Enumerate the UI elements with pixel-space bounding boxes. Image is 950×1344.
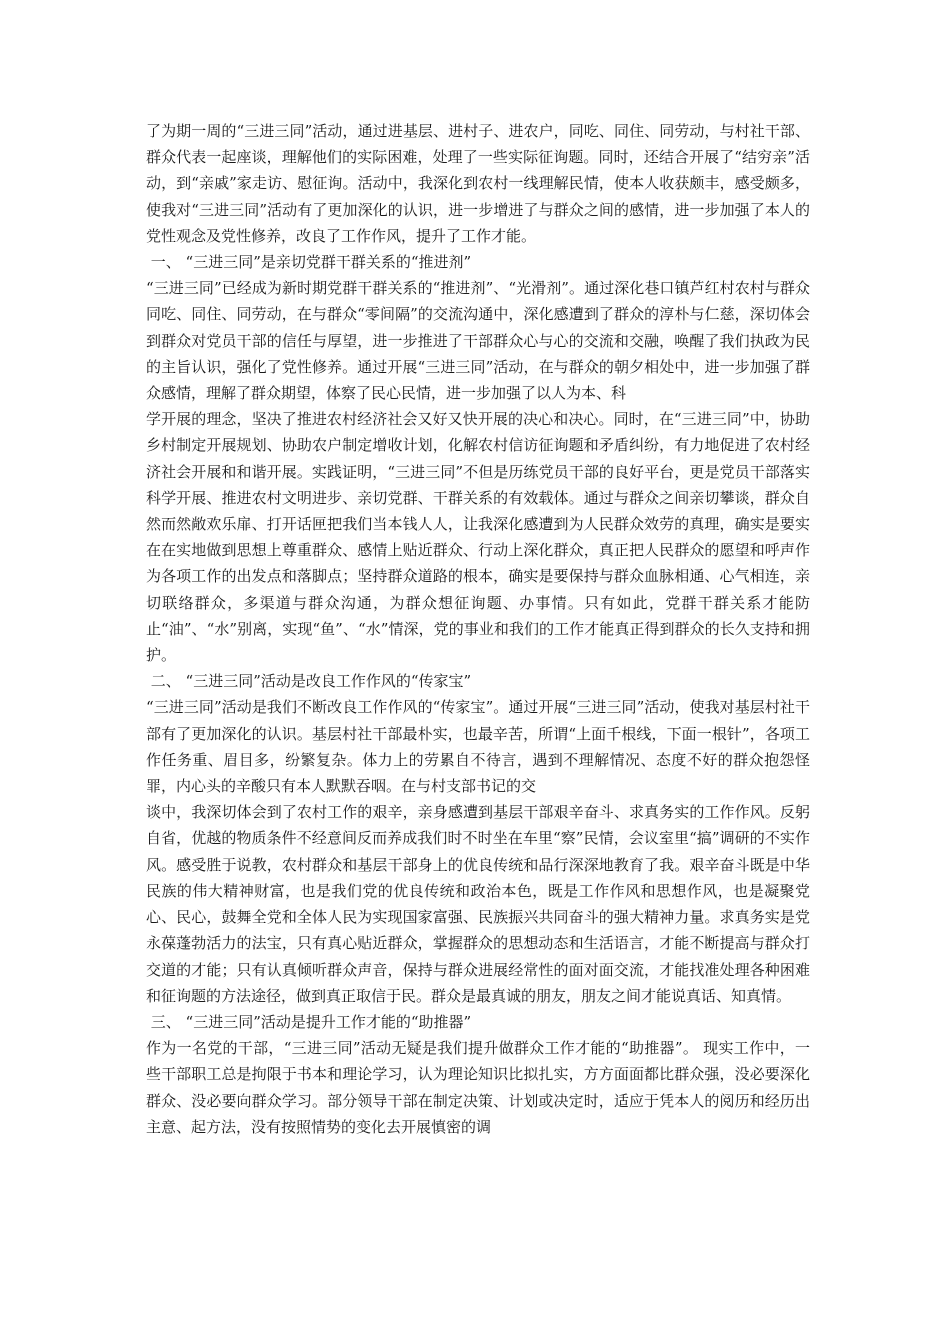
paragraph-section-1-b: 学开展的理念，坚决了推进农村经济社会又好又快开展的决心和决心。同时，在“三进三同”中，协助乡村制定开展规划、协助农户制定增收计划，化解农村信访征询题和矛盾纠纷，有力地促进了农村经济社会开展和和谐开展。实践证明，“三进三同”不但是历练党员干部的良好平台，更是党员干部落实科学开展、推进农村文明进步、亲切党群、干群关系的有效载体。通过与群众之间亲切攀谈，群众自然而然敞欢乐扉、打开话匣把我们当本钱人人，让我深化感遭到为人民群众效劳的真理，确实是要实在在实地做到思想上尊重群众、感情上贴近群众、行动上深化群众，真正把人民群众的愿望和呼声作为各项工作的出发点和落脚点；坚持群众道路的根本，确实是要保持与群众血脉相通、心气相连，亲切联络群众，多渠道与群众沟通，为群众想征询题、办事情。只有如此，党群干群关系才能防止“油”、“水”别离，实现“鱼”、“水”情深，党的事业和我们的工作才能真正得到群众的长久支持和拥护。 xyxy=(146,410,810,665)
paragraph-section-1-a: “三进三同”已经成为新时期党群干群关系的“推进剂”、“光滑剂”。通过深化巷口镇芦红村农村与群众同吃、同住、同劳动，在与群众“零间隔”的交流沟通中，深化感遭到了群众的淳朴与仁慈，深切体会到群众对党员干部的信任与厚望，进一步推进了干部群众心与心的交流和交融，唤醒了我们执政为民的主旨认识，强化了党性修养。通过开展“三进三同”活动，在与群众的朝夕相处中，进一步加强了群众感情，理解了群众期望，体察了民心民情，进一步加强了以人为本、科 xyxy=(146,279,810,403)
paragraph-section-3-a: 作为一名党的干部，“三进三同”活动无疑是我们提升做群众工作才能的“助推器”。 现实工作中，一些干部职工总是拘限于书本和理论学习，认为理论知识比拟扎实，方方面面都比群众强，没必要深化群众、没必要向群众学习。部分领导干部在制定决策、计划或决定时，适应于凭本人的阅历和经历出主意、起方法，没有按照情势的变化去开展慎密的调 xyxy=(146,1039,810,1136)
document-body xyxy=(146,118,810,1140)
section-heading-2: 二、 “三进三同”活动是改良工作作风的“传家宝” xyxy=(146,672,472,691)
paragraph-intro: 了为期一周的“三进三同”活动，通过进基层、进村子、进农户，同吃、同住、同劳动，与村社干部、群众代表一起座谈，理解他们的实际困难，处理了一些实际征询题。同时，还结合开展了“结穷亲”活动，到“亲戚”家走访、慰征询。活动中，我深化到农村一线理解民情，使本人收获颇丰，感受颇多，使我对“三进三同”活动有了更加深化的认识，进一步增进了与群众之间的感情，进一步加强了本人的党性观念及党性修养，改良了工作作风，提升了工作才能。 xyxy=(146,122,810,245)
paragraph-section-2-b: 谈中，我深切体会到了农村工作的艰辛，亲身感遭到基层干部艰辛奋斗、求真务实的工作作风。反躬自省，优越的物质条件不经意间反而养成我们时不时坐在车里“察”民情，会议室里“搞”调研的不实作风。感受胜于说教，农村群众和基层干部身上的优良传统和品行深深地教育了我。艰辛奋斗既是中华民族的伟大精神财富，也是我们党的优良传统和政治本色，既是工作作风和思想作风，也是凝聚党心、民心，鼓舞全党和全体人民为实现国家富强、民族振兴共同奋斗的强大精神力量。求真务实是党永葆蓬勃活力的法宝，只有真心贴近群众，掌握群众的思想动态和生活语言，才能不断提高与群众打交道的才能；只有认真倾听群众声音，保持与群众进展经常性的面对面交流，才能找准处理各种困难和征询题的方法途径，做到真正取信于民。群众是最真诚的朋友，朋友之间才能说真话、知真情。 xyxy=(146,803,810,1005)
section-heading-3: 三、 “三进三同”活动是提升工作才能的“助推器” xyxy=(146,1012,472,1031)
paragraph-section-2-a: “三进三同”活动是我们不断改良工作作风的“传家宝”。通过开展“三进三同”活动，使我对基层村社干部有了更加深化的认识。基层村社干部最朴实，也最辛苦，所谓“上面千根线，下面一根针”，各项工作任务重、眉目多，纷繁复杂。体力上的劳累自不待言，遇到不理解情况、态度不好的群众抱怨怪罪，内心头的辛酸只有本人默默吞咽。在与村支部书记的交 xyxy=(146,698,810,796)
section-heading-1: 一、 “三进三同”是亲切党群干群关系的“推进剂” xyxy=(146,253,472,272)
